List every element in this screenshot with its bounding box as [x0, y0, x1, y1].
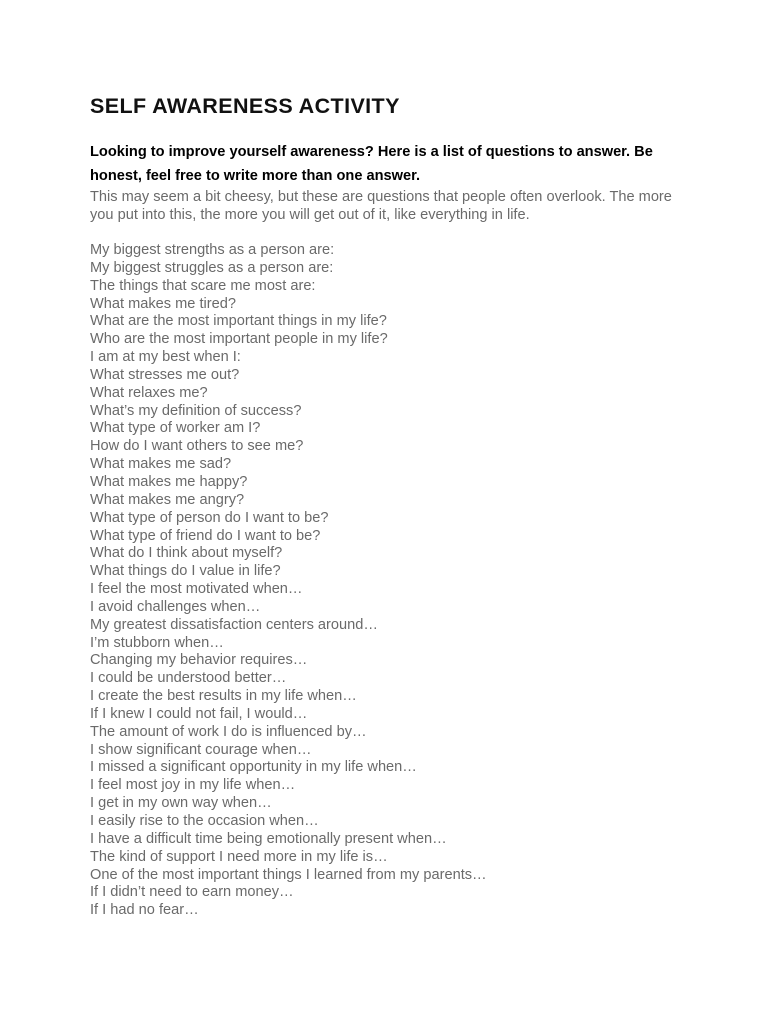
question-item: What makes me tired?	[90, 295, 236, 312]
question-item: I create the best results in my life when…	[90, 688, 357, 705]
question-item: What type of friend do I want to be?	[90, 527, 321, 544]
question-item: What makes me sad?	[90, 456, 232, 473]
question-item: I feel most joy in my life when…	[90, 777, 296, 794]
question-list	[90, 242, 690, 920]
question-item: Who are the most important people in my life?	[90, 331, 388, 348]
question-item: I am at my best when I:	[90, 349, 241, 366]
question-item: What relaxes me?	[90, 384, 208, 401]
question-item: What stresses me out?	[90, 366, 240, 383]
question-item: Changing my behavior requires…	[90, 652, 308, 669]
question-item: I’m stubborn when…	[90, 634, 224, 651]
question-item: I get in my own way when…	[90, 795, 272, 812]
question-item: My biggest strengths as a person are:	[90, 242, 335, 258]
question-item: What type of worker am I?	[90, 420, 261, 437]
question-item: I easily rise to the occasion when…	[90, 813, 319, 829]
question-item: If I had no fear…	[90, 902, 199, 919]
question-item: I feel the most motivated when…	[90, 581, 303, 598]
document-page	[90, 92, 690, 920]
question-item: The kind of support I need more in my life is…	[90, 848, 388, 865]
question-item: I have a difficult time being emotionally present when…	[90, 830, 447, 847]
question-item: The things that scare me most are:	[90, 277, 316, 294]
question-item: If I knew I could not fail, I would…	[90, 705, 308, 722]
question-item: What type of person do I want to be?	[90, 509, 329, 526]
question-item: My greatest dissatisfaction centers around…	[90, 616, 378, 633]
question-item: My biggest struggles as a person are:	[90, 259, 334, 276]
question-item: I could be understood better…	[90, 670, 287, 687]
question-item: What makes me happy?	[90, 473, 248, 490]
document-title: SELF AWARENESS ACTIVITY	[90, 94, 400, 118]
intro-bold-paragraph: Looking to improve yourself awareness? Here is a list of questions to answer. Be honest, feel free to write more than one answer.	[90, 144, 653, 184]
question-item: I avoid challenges when…	[90, 598, 261, 615]
intro-paragraph: This may seem a bit cheesy, but these are questions that people often overlook. The more you put into this, the more you will get out of it, like everything in life.	[90, 189, 672, 223]
question-item: If I didn’t need to earn money…	[90, 884, 294, 901]
question-item: I show significant courage when…	[90, 741, 312, 758]
question-item: I missed a significant opportunity in my life when…	[90, 759, 417, 776]
question-item: What’s my definition of success?	[90, 402, 302, 419]
question-item: What do I think about myself?	[90, 545, 283, 562]
question-item: What things do I value in life?	[90, 563, 281, 580]
question-item: One of the most important things I learned from my parents…	[90, 866, 487, 883]
question-item: What makes me angry?	[90, 491, 245, 508]
question-item: What are the most important things in my life?	[90, 313, 387, 330]
question-item: The amount of work I do is influenced by…	[90, 723, 367, 740]
question-item: How do I want others to see me?	[90, 438, 304, 455]
